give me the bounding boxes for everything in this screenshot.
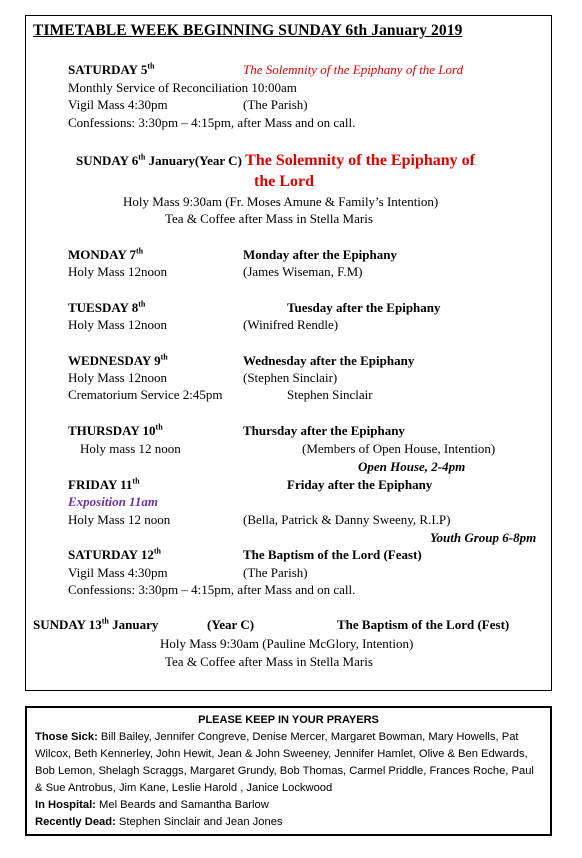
sat12-day: SATURDAY 12th: [68, 546, 161, 562]
sun13-feast: The Baptism of the Lord (Fest): [337, 617, 510, 632]
sun6-feast-cont: the Lord: [254, 173, 314, 190]
prayers-hospital: In Hospital: Mel Beards and Samantha Barlow: [35, 799, 269, 811]
sun6-heading: SUNDAY 6th January(Year C) The Solemnity of the Epiphany of: [76, 152, 475, 169]
sat12-vigil-mass: Vigil Mass 4:30pm: [68, 565, 168, 580]
wed9-mass: Holy Mass 12noon: [68, 370, 167, 385]
sun13-tea-coffee: Tea & Coffee after Mass in Stella Maris: [165, 654, 373, 669]
fri11-intention: (Bella, Patrick & Danny Sweeny, R.I.P): [243, 512, 451, 527]
sun6-tea-coffee: Tea & Coffee after Mass in Stella Maris: [165, 211, 373, 226]
prayers-heading: PLEASE KEEP IN YOUR PRAYERS: [198, 714, 379, 726]
sat12-confessions: Confessions: 3:30pm – 4:15pm, after Mass and on call.: [68, 582, 356, 597]
page-title: TIMETABLE WEEK BEGINNING SUNDAY 6th January 2019: [33, 22, 463, 39]
wed9-crematorium: Crematorium Service 2:45pm: [68, 387, 223, 402]
thu10-intention: (Members of Open House, Intention): [302, 441, 496, 456]
sat5-reconciliation: Monthly Service of Reconciliation 10:00am: [68, 80, 297, 95]
sat12-feast: The Baptism of the Lord (Feast): [243, 547, 422, 562]
wed9-feast: Wednesday after the Epiphany: [243, 353, 415, 368]
sat5-confessions: Confessions: 3:30pm – 4:15pm, after Mass and on call.: [68, 115, 356, 130]
fri11-youth-group: Youth Group 6-8pm: [430, 530, 537, 545]
sun6-holy-mass: Holy Mass 9:30am (Fr. Moses Amune & Family’s Intention): [123, 194, 439, 209]
tue8-intention: (Winifred Rendle): [243, 317, 339, 332]
fri11-feast: Friday after the Epiphany: [287, 477, 433, 492]
mon7-intention: (James Wiseman, F.M): [243, 264, 363, 279]
wed9-day: WEDNESDAY 9th: [68, 352, 168, 368]
thu10-feast: Thursday after the Epiphany: [243, 423, 405, 438]
sat5-vigil-intention: (The Parish): [243, 97, 308, 112]
mon7-day: MONDAY 7th: [68, 246, 144, 262]
mon7-feast: Monday after the Epiphany: [243, 247, 397, 262]
prayers-recently-dead: Recently Dead: Stephen Sinclair and Jean Jones: [35, 816, 283, 828]
thu10-mass: Holy mass 12 noon: [80, 441, 181, 456]
thu10-day: THURSDAY 10th: [68, 422, 163, 438]
fri11-exposition: Exposition 11am: [68, 494, 158, 509]
fri11-mass: Holy Mass 12 noon: [68, 512, 171, 527]
sun13-holy-mass: Holy Mass 9:30am (Pauline McGlory, Intention): [160, 636, 414, 651]
fri11-day: FRIDAY 11th: [68, 476, 140, 492]
mon7-mass: Holy Mass 12noon: [68, 264, 167, 279]
sat5-vigil-mass: Vigil Mass 4:30pm: [68, 97, 168, 112]
sat12-vigil-intention: (The Parish): [243, 565, 308, 580]
prayers-box: [25, 706, 552, 836]
wed9-crematorium-name: Stephen Sinclair: [287, 387, 373, 402]
sun13-day: SUNDAY 13th January: [33, 616, 159, 632]
tue8-mass: Holy Mass 12noon: [68, 317, 167, 332]
wed9-intention: (Stephen Sinclair): [243, 370, 338, 385]
thu10-open-house: Open House, 2-4pm: [358, 459, 466, 474]
prayers-sick: Those Sick: Bill Bailey, Jennifer Congreve, Denise Mercer, Margaret Bowman, Mary Howells, Pat Wilcox, Beth Kennerley, John Hewit, Jean & John Sweeney, Jennifer Hamlet, Olive & Ben Edwards, Bob Lemon, Shelagh Scraggs, Margaret Grundy, Bob Thomas, Carmel Priddle, Frances Roche, Paul & Sue Antrobus, Jim Kane, Leslie Harold , Janice Lockwood: [35, 731, 534, 794]
tue8-day: TUESDAY 8th: [68, 299, 146, 315]
sat5-day: SATURDAY 5th: [68, 61, 155, 77]
sun13-year: (Year C): [207, 617, 255, 632]
sat5-feast: The Solemnity of the Epiphany of the Lord: [243, 62, 464, 77]
tue8-feast: Tuesday after the Epiphany: [287, 300, 441, 315]
